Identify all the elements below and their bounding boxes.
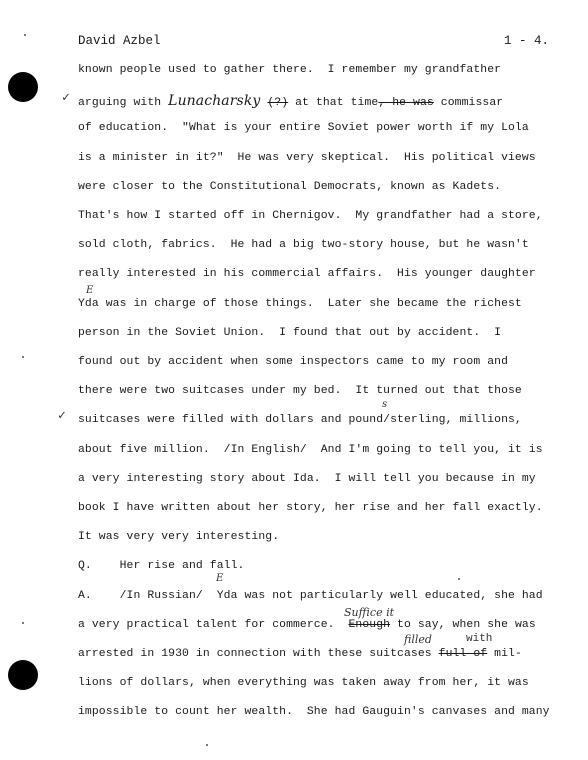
typed-text: really interested in his commercial affairs. His younger daughter [78, 268, 536, 281]
text-line [78, 122, 529, 134]
scan-speck [458, 578, 460, 580]
text-line [78, 590, 543, 602]
typed-text: to say, when she was [390, 618, 536, 631]
text-line [78, 473, 536, 485]
margin-check-mark: ✓ [58, 408, 66, 423]
struck-text: , he was [378, 97, 434, 110]
text-line [78, 298, 522, 310]
scan-speck [22, 356, 24, 358]
typed-text: known people used to gather there. I remember my grandfather [78, 64, 502, 76]
typed-text: a very interesting story about Ida. I will tell you because in my [78, 472, 536, 485]
text-line [78, 648, 522, 660]
typed-text: impossible to count her wealth. She had Gauguin's canvases and many [78, 706, 550, 719]
struck-text: (?) [267, 97, 289, 110]
typed-text: commissar [433, 97, 504, 110]
struck-text: full of [438, 648, 488, 660]
typed-text: Q. Her rise and fall. [78, 560, 245, 573]
text-line [78, 152, 536, 164]
text-line [78, 268, 536, 280]
scan-speck [206, 744, 208, 746]
typed-text: Yda was in charge of those things. Later she became the richest [78, 297, 522, 310]
text-line [78, 444, 543, 456]
typed-text: sold cloth, fabrics. He had a big two-story house, but he wasn't [78, 239, 529, 252]
typed-text: mil- [487, 648, 522, 660]
text-line [78, 210, 543, 222]
text-line [78, 64, 501, 76]
typed-text: arrested in 1930 in connection with these suitcases [78, 648, 439, 660]
typed-text: a very practical talent for commerce. [78, 618, 349, 631]
header-page-number: 1 - 4. [504, 34, 550, 48]
typed-text: A. /In Russian/ Yda was not particularly well educated, she had [78, 589, 543, 602]
typed-text: person in the Soviet Union. I found that out by accident. I [78, 326, 502, 339]
margin-check-mark: ✓ [62, 90, 70, 105]
punch-hole [8, 72, 38, 102]
typed-text: suitcases were filled with dollars and pound/sterling, millions, [78, 414, 522, 427]
typed-text: lions of dollars, when everything was taken away from her, it was [78, 677, 529, 690]
typed-text: of education. "What is your entire Soviet power worth if my Lola [78, 122, 529, 135]
struck-text: Enough [348, 618, 391, 631]
typed-text: about five million. /In English/ And I'm going to tell you, it is [78, 443, 543, 456]
text-line [78, 414, 522, 426]
text-line [78, 239, 529, 251]
text-line [78, 327, 501, 339]
handwritten-e-annotation: E [86, 285, 94, 296]
text-line [78, 560, 244, 572]
text-line [78, 619, 536, 631]
typed-text: at that time [288, 97, 379, 110]
handwritten-text: Lunacharsky [168, 93, 261, 110]
typed-text: book I have written about her story, her rise and her fall exactly. [78, 502, 543, 514]
scan-speck [22, 622, 24, 624]
typed-text: That's how I started off in Chernigov. My grandfather had a store, [78, 210, 543, 222]
handwritten-e-annotation: E [216, 573, 224, 584]
punch-hole [8, 660, 38, 690]
text-line [78, 385, 522, 397]
typed-with-insertion: with [466, 633, 493, 645]
text-line [78, 502, 543, 514]
text-line [78, 677, 529, 689]
text-line [78, 356, 508, 368]
typed-text: found out by accident when some inspectors came to my room and [78, 356, 509, 368]
handwritten-suffice-it: Suffice it [344, 606, 395, 619]
typed-text: there were two suitcases under my bed. It turned out that those [78, 385, 522, 398]
header-author: David Azbel [78, 34, 161, 48]
typed-text: is a minister in it?" He was very skeptical. His political views [78, 151, 536, 164]
typed-text: were closer to the Constitutional Democrats, known as Kadets. [78, 180, 502, 193]
text-line [78, 93, 503, 109]
text-line [78, 706, 550, 718]
text-line [78, 531, 279, 543]
handwritten-filled: filled [404, 633, 432, 646]
scan-speck [24, 34, 26, 36]
text-line [78, 181, 501, 193]
typed-text: It was very very interesting. [78, 531, 280, 544]
handwritten-s-annotation: s [382, 399, 388, 410]
typed-text: arguing with [78, 97, 169, 110]
